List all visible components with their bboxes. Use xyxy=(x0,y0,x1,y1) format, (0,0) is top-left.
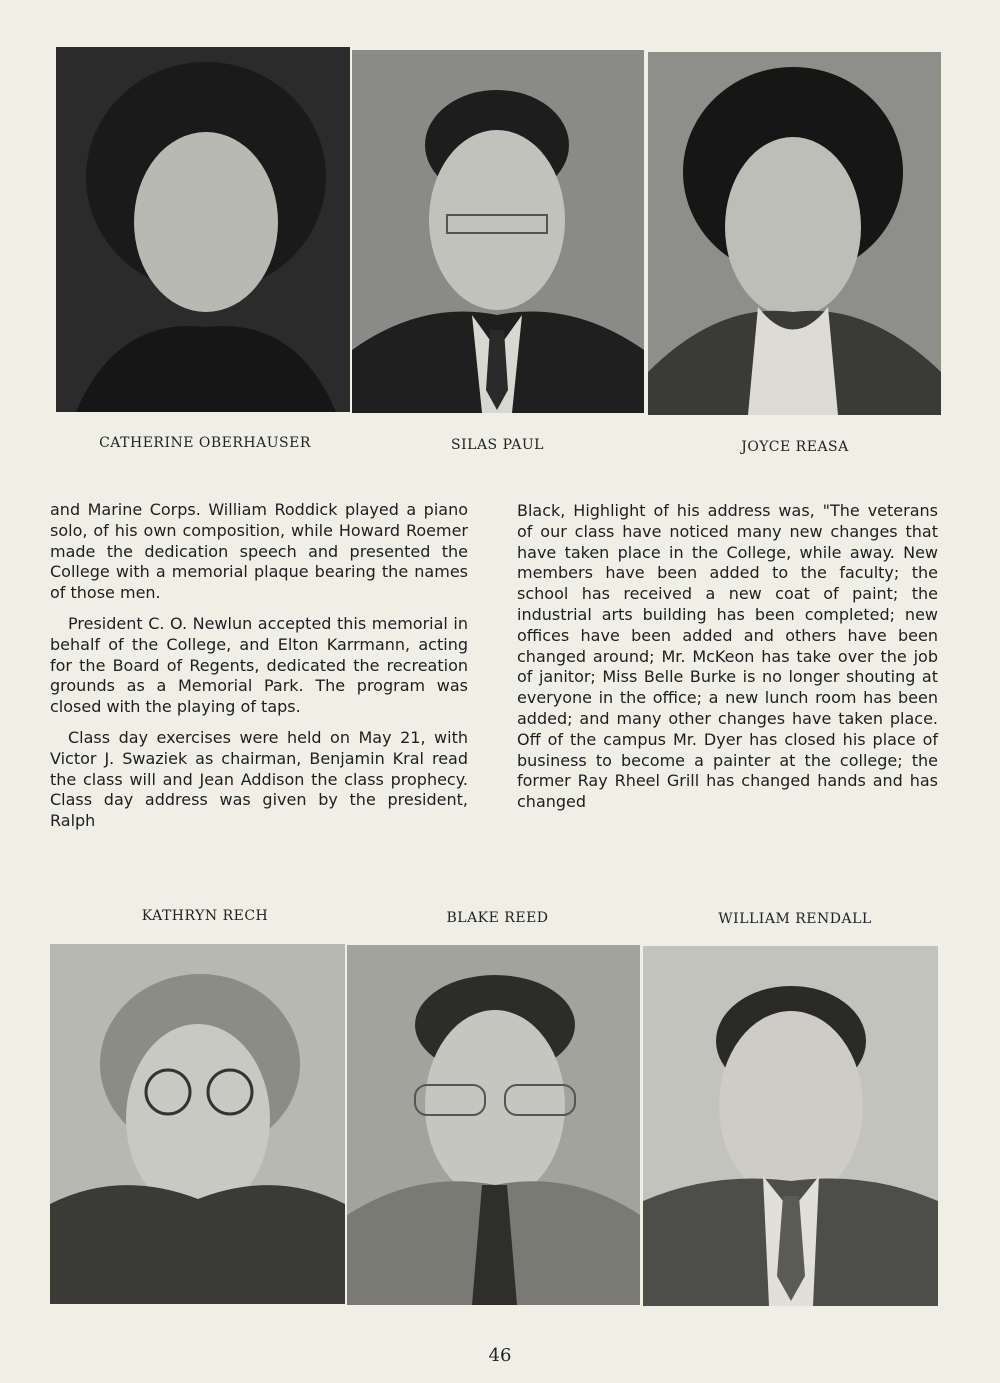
page-number: 46 xyxy=(488,1345,512,1366)
paragraph: and Marine Corps. William Roddick played a piano solo, of his own composition, while Howard Roemer made the dedication speech and presented the College with a memorial plaque bearing the names of those men. xyxy=(50,500,468,603)
portrait-catherine-oberhauser xyxy=(56,47,350,412)
portrait-william-rendall xyxy=(643,946,938,1306)
portrait-blake-reed xyxy=(347,945,640,1305)
caption-joyce-reasa: JOYCE REASA xyxy=(741,439,849,455)
caption-catherine-oberhauser: CATHERINE OBERHAUSER xyxy=(99,435,311,451)
caption-william-rendall: WILLIAM RENDALL xyxy=(718,911,872,927)
caption-silas-paul: SILAS PAUL xyxy=(451,437,544,453)
caption-kathryn-rech: KATHRYN RECH xyxy=(141,908,269,924)
paragraph: Black, Highlight of his address was, "The veterans of our class have noticed many new changes that have taken place in the College, while away. New members have been added to the faculty; the school has received a new coat of paint; the industrial arts building has been completed; new offices have been added and others have been changed around; Mr. McKeon has take over the job of janitor; Miss Belle Burke is no longer shouting at everyone in the office; a new lunch room has been added; and many other changes have taken place. Off of the campus Mr. Dyer has closed his place of business to become a painter at the college; the former Ray Rheel Grill has changed hands and has changed xyxy=(517,501,938,812)
portrait-joyce-reasa xyxy=(648,52,941,415)
paragraph: President C. O. Newlun accepted this memorial in behalf of the College, and Elton Karrmann, acting for the Board of Regents, dedicated the recreation grounds as a Memorial Park. The program was closed with the playing of taps. xyxy=(50,613,468,717)
paragraph: Class day exercises were held on May 21, with Victor J. Swaziek as chairman, Benjamin Kral read the class will and Jean Addison the class prophecy. Class day address was given by the president, Ralph xyxy=(50,727,468,831)
portrait-kathryn-rech xyxy=(50,944,345,1304)
text-column-left xyxy=(50,500,468,842)
portrait-silas-paul xyxy=(352,50,644,413)
text-column-right xyxy=(517,501,938,823)
caption-blake-reed: BLAKE REED xyxy=(446,910,549,926)
